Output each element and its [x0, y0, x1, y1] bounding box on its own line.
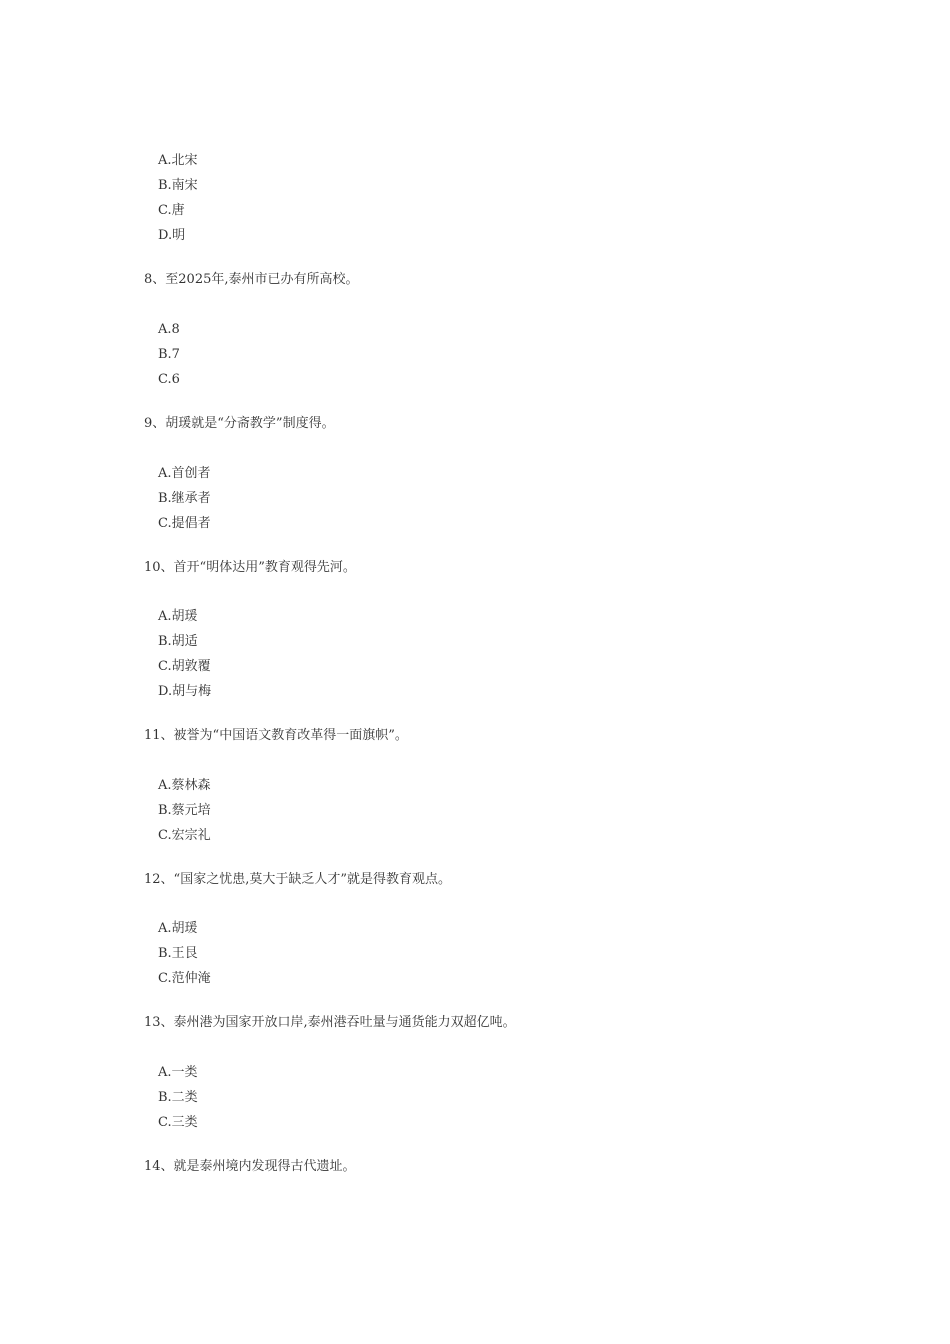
- question-13-option-a: A.一类: [158, 1065, 198, 1080]
- question-9-option-b: B.继承者: [158, 491, 211, 506]
- option-a-previous: A.北宋: [158, 153, 198, 168]
- option-c-previous: C.唐: [158, 203, 185, 218]
- question-13-option-c: C.三类: [158, 1115, 198, 1130]
- question-10: 10、首开“明体达用”教育观得先河。: [144, 560, 356, 575]
- question-12-option-b: B.王艮: [158, 946, 198, 961]
- question-12-option-a: A.胡瑗: [158, 921, 198, 936]
- question-9-option-c: C.提倡者: [158, 516, 211, 531]
- question-12-option-c: C.范仲淹: [158, 971, 211, 986]
- question-14: 14、就是泰州境内发现得古代遗址。: [144, 1159, 356, 1174]
- option-b-previous: B.南宋: [158, 178, 198, 193]
- question-10-option-a: A.胡瑗: [158, 609, 198, 624]
- question-11-option-a: A.蔡林森: [158, 778, 211, 793]
- question-11-option-c: C.宏宗礼: [158, 828, 211, 843]
- question-8-option-a: A.8: [158, 322, 180, 337]
- question-12: 12、“国家之忧患,莫大于缺乏人才”就是得教育观点。: [144, 872, 451, 887]
- question-8-option-b: B.7: [158, 347, 180, 362]
- question-9-option-a: A.首创者: [158, 466, 211, 481]
- option-d-previous: D.明: [158, 228, 186, 243]
- question-10-option-d: D.胡与梅: [158, 684, 212, 699]
- question-10-option-c: C.胡敦覆: [158, 659, 211, 674]
- question-13-option-b: B.二类: [158, 1090, 198, 1105]
- question-8: 8、至2025年,泰州市已办有所高校。: [144, 272, 359, 287]
- question-11: 11、被誉为“中国语文教育改革得一面旗帜”。: [144, 728, 408, 743]
- question-11-option-b: B.蔡元培: [158, 803, 211, 818]
- question-9: 9、胡瑗就是“分斋教学”制度得。: [144, 416, 335, 431]
- question-8-option-c: C.6: [158, 372, 180, 387]
- question-13: 13、泰州港为国家开放口岸,泰州港吞吐量与通货能力双超亿吨。: [144, 1015, 516, 1030]
- question-10-option-b: B.胡适: [158, 634, 198, 649]
